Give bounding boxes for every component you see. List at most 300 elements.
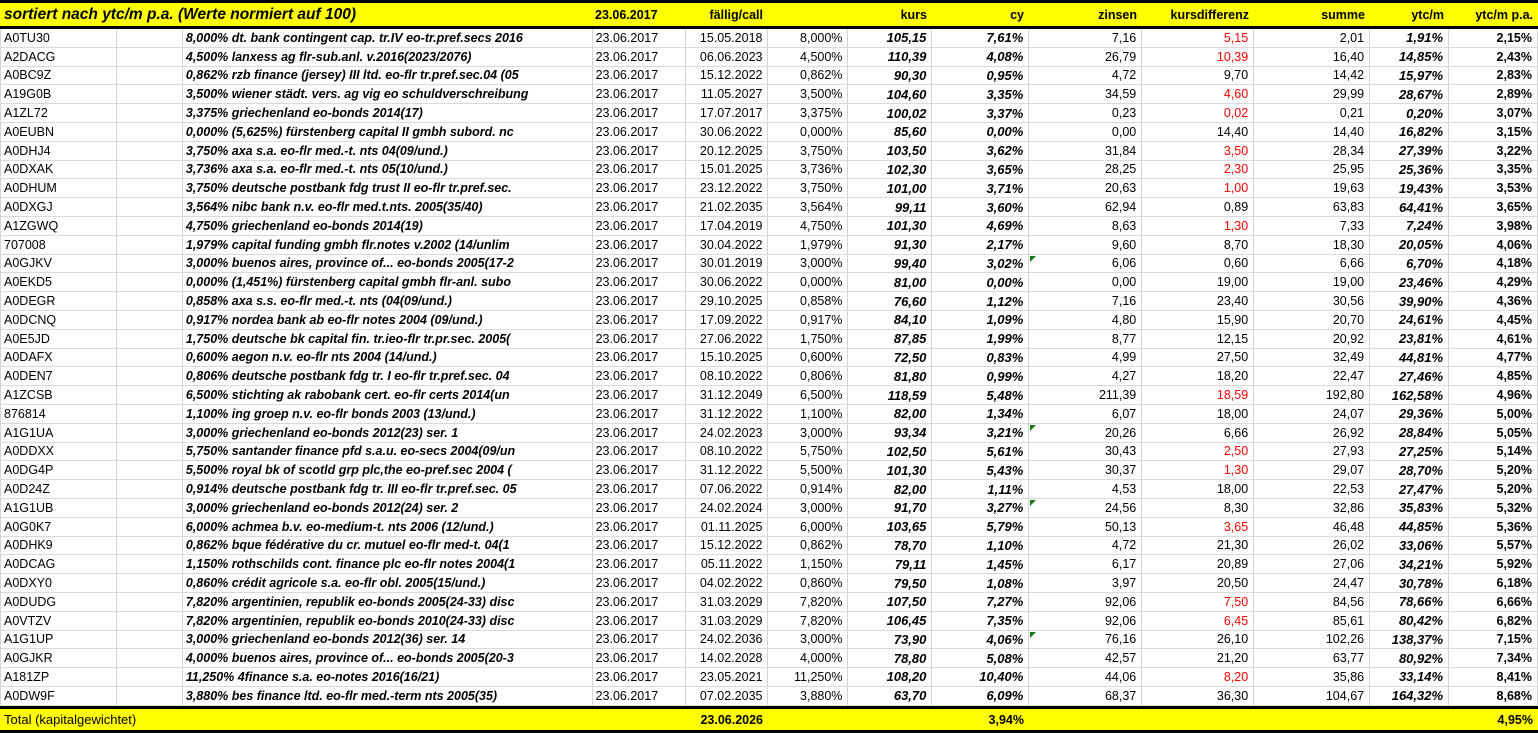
total-ytcm-pa[interactable]: 4,95% bbox=[1497, 712, 1533, 727]
cell-date[interactable]: 23.06.2017 bbox=[593, 687, 686, 705]
cell-zinsen[interactable]: 68,37 bbox=[1029, 687, 1142, 705]
cell-kursdifferenz[interactable]: 7,50 bbox=[1142, 593, 1254, 611]
cell-kurs[interactable]: 78,80 bbox=[848, 649, 932, 667]
cell-zinsen[interactable]: 30,37 bbox=[1029, 461, 1142, 479]
cell-blank[interactable] bbox=[117, 198, 183, 216]
cell-faellig-call[interactable]: 24.02.2036 bbox=[686, 631, 769, 649]
cell-kursdifferenz[interactable]: 21,20 bbox=[1142, 649, 1254, 667]
cell-blank[interactable] bbox=[117, 330, 183, 348]
cell-date[interactable]: 23.06.2017 bbox=[593, 236, 686, 254]
cell-kursdifferenz[interactable]: 3,50 bbox=[1142, 142, 1254, 160]
cell-kursdifferenz[interactable]: 15,90 bbox=[1142, 311, 1254, 329]
cell-ytcm[interactable]: 34,21% bbox=[1370, 555, 1449, 573]
cell-kurs[interactable]: 101,30 bbox=[848, 217, 932, 235]
cell-blank[interactable] bbox=[117, 179, 183, 197]
cell-blank[interactable] bbox=[117, 161, 183, 179]
cell-faellig-call[interactable]: 15.12.2022 bbox=[686, 67, 769, 85]
cell-kursdifferenz[interactable]: 8,30 bbox=[1142, 499, 1254, 517]
cell-kurs[interactable]: 102,50 bbox=[848, 443, 932, 461]
cell-ytcm[interactable]: 27,47% bbox=[1370, 480, 1449, 498]
cell-cy[interactable]: 6,09% bbox=[932, 687, 1029, 705]
total-faellig-date[interactable]: 23.06.2026 bbox=[700, 712, 763, 727]
cell-coupon[interactable]: 0,600% bbox=[768, 349, 848, 367]
cell-wkn[interactable]: A0DXAK bbox=[1, 161, 117, 179]
cell-ytcm-pa[interactable]: 4,61% bbox=[1449, 330, 1538, 348]
cell-kurs[interactable]: 82,00 bbox=[848, 480, 932, 498]
cell-summe[interactable]: 6,66 bbox=[1254, 255, 1370, 273]
cell-coupon[interactable]: 5,500% bbox=[768, 461, 848, 479]
cell-coupon[interactable]: 4,750% bbox=[768, 217, 848, 235]
cell-wkn[interactable]: A0DEGR bbox=[1, 292, 117, 310]
cell-description[interactable]: 6,000% achmea b.v. eo-medium-t. nts 2006 (12/und.) bbox=[183, 518, 593, 536]
column-header-zinsen[interactable]: zinsen bbox=[1098, 7, 1137, 22]
cell-summe[interactable]: 22,53 bbox=[1254, 480, 1370, 498]
cell-blank[interactable] bbox=[117, 67, 183, 85]
cell-ytcm-pa[interactable]: 7,34% bbox=[1449, 649, 1538, 667]
cell-ytcm-pa[interactable]: 2,89% bbox=[1449, 85, 1538, 103]
cell-blank[interactable] bbox=[117, 668, 183, 686]
cell-date[interactable]: 23.06.2017 bbox=[593, 161, 686, 179]
cell-ytcm-pa[interactable]: 2,43% bbox=[1449, 48, 1538, 66]
cell-wkn[interactable]: A0DAFX bbox=[1, 349, 117, 367]
cell-kurs[interactable]: 85,60 bbox=[848, 123, 932, 141]
cell-date[interactable]: 23.06.2017 bbox=[593, 255, 686, 273]
cell-summe[interactable]: 29,99 bbox=[1254, 85, 1370, 103]
cell-ytcm-pa[interactable]: 4,96% bbox=[1449, 386, 1538, 404]
cell-faellig-call[interactable]: 07.02.2035 bbox=[686, 687, 769, 705]
cell-kursdifferenz[interactable]: 20,50 bbox=[1142, 574, 1254, 592]
cell-coupon[interactable]: 3,000% bbox=[768, 631, 848, 649]
cell-cy[interactable]: 3,37% bbox=[932, 104, 1029, 122]
cell-zinsen[interactable]: 3,97 bbox=[1029, 574, 1142, 592]
cell-kurs[interactable]: 104,60 bbox=[848, 85, 932, 103]
cell-summe[interactable]: 63,77 bbox=[1254, 649, 1370, 667]
cell-ytcm-pa[interactable]: 3,98% bbox=[1449, 217, 1538, 235]
cell-summe[interactable]: 28,34 bbox=[1254, 142, 1370, 160]
cell-blank[interactable] bbox=[117, 255, 183, 273]
cell-ytcm-pa[interactable]: 5,92% bbox=[1449, 555, 1538, 573]
cell-ytcm[interactable]: 14,85% bbox=[1370, 48, 1449, 66]
cell-date[interactable]: 23.06.2017 bbox=[593, 179, 686, 197]
cell-ytcm[interactable]: 15,97% bbox=[1370, 67, 1449, 85]
cell-kurs[interactable]: 72,50 bbox=[848, 349, 932, 367]
cell-kurs[interactable]: 84,10 bbox=[848, 311, 932, 329]
cell-zinsen[interactable]: 6,17 bbox=[1029, 555, 1142, 573]
cell-ytcm-pa[interactable]: 4,18% bbox=[1449, 255, 1538, 273]
cell-cy[interactable]: 1,08% bbox=[932, 574, 1029, 592]
cell-ytcm-pa[interactable]: 7,15% bbox=[1449, 631, 1538, 649]
cell-cy[interactable]: 1,34% bbox=[932, 405, 1029, 423]
cell-blank[interactable] bbox=[117, 386, 183, 404]
cell-cy[interactable]: 1,10% bbox=[932, 537, 1029, 555]
cell-summe[interactable]: 19,63 bbox=[1254, 179, 1370, 197]
cell-description[interactable]: 3,750% deutsche postbank fdg trust II eo-flr tr.pref.sec. bbox=[183, 179, 593, 197]
cell-faellig-call[interactable]: 31.03.2029 bbox=[686, 593, 769, 611]
cell-description[interactable]: 0,000% (1,451%) fürstenberg capital gmbh flr-anl. subo bbox=[183, 273, 593, 291]
cell-wkn[interactable]: A1ZL72 bbox=[1, 104, 117, 122]
cell-zinsen[interactable]: 4,99 bbox=[1029, 349, 1142, 367]
cell-description[interactable]: 1,100% ing groep n.v. eo-flr bonds 2003 (13/und.) bbox=[183, 405, 593, 423]
cell-zinsen[interactable]: 31,84 bbox=[1029, 142, 1142, 160]
cell-faellig-call[interactable]: 31.03.2029 bbox=[686, 612, 769, 630]
cell-kurs[interactable]: 100,02 bbox=[848, 104, 932, 122]
cell-cy[interactable]: 2,17% bbox=[932, 236, 1029, 254]
column-header-kursdifferenz[interactable]: kursdifferenz bbox=[1170, 7, 1249, 22]
cell-faellig-call[interactable]: 15.12.2022 bbox=[686, 537, 769, 555]
cell-ytcm[interactable]: 25,36% bbox=[1370, 161, 1449, 179]
cell-zinsen[interactable]: 50,13 bbox=[1029, 518, 1142, 536]
cell-wkn[interactable]: A0EKD5 bbox=[1, 273, 117, 291]
cell-description[interactable]: 0,806% deutsche postbank fdg tr. I eo-flr tr.pref.sec. 04 bbox=[183, 367, 593, 385]
cell-coupon[interactable]: 5,750% bbox=[768, 443, 848, 461]
cell-faellig-call[interactable]: 30.06.2022 bbox=[686, 123, 769, 141]
cell-ytcm-pa[interactable]: 4,77% bbox=[1449, 349, 1538, 367]
cell-coupon[interactable]: 0,000% bbox=[768, 273, 848, 291]
cell-cy[interactable]: 1,45% bbox=[932, 555, 1029, 573]
cell-date[interactable]: 23.06.2017 bbox=[593, 443, 686, 461]
cell-coupon[interactable]: 4,500% bbox=[768, 48, 848, 66]
cell-wkn[interactable]: A0DG4P bbox=[1, 461, 117, 479]
cell-summe[interactable]: 19,00 bbox=[1254, 273, 1370, 291]
cell-wkn[interactable]: A0G0K7 bbox=[1, 518, 117, 536]
cell-ytcm-pa[interactable]: 5,20% bbox=[1449, 480, 1538, 498]
cell-kursdifferenz[interactable]: 18,59 bbox=[1142, 386, 1254, 404]
cell-description[interactable]: 5,750% santander finance pfd s.a.u. eo-secs 2004(09/un bbox=[183, 443, 593, 461]
cell-coupon[interactable]: 0,000% bbox=[768, 123, 848, 141]
cell-cy[interactable]: 1,99% bbox=[932, 330, 1029, 348]
cell-wkn[interactable]: A181ZP bbox=[1, 668, 117, 686]
cell-zinsen[interactable]: 7,16 bbox=[1029, 29, 1142, 47]
cell-coupon[interactable]: 1,750% bbox=[768, 330, 848, 348]
cell-date[interactable]: 23.06.2017 bbox=[593, 367, 686, 385]
cell-faellig-call[interactable]: 23.12.2022 bbox=[686, 179, 769, 197]
cell-blank[interactable] bbox=[117, 142, 183, 160]
cell-ytcm-pa[interactable]: 3,22% bbox=[1449, 142, 1538, 160]
cell-zinsen[interactable]: 4,27 bbox=[1029, 367, 1142, 385]
cell-kursdifferenz[interactable]: 1,30 bbox=[1142, 461, 1254, 479]
cell-date[interactable]: 23.06.2017 bbox=[593, 499, 686, 517]
cell-cy[interactable]: 0,00% bbox=[932, 123, 1029, 141]
cell-kurs[interactable]: 76,60 bbox=[848, 292, 932, 310]
cell-description[interactable]: 7,820% argentinien, republik eo-bonds 2010(24-33) disc bbox=[183, 612, 593, 630]
cell-ytcm-pa[interactable]: 5,05% bbox=[1449, 424, 1538, 442]
cell-date[interactable]: 23.06.2017 bbox=[593, 405, 686, 423]
cell-wkn[interactable]: A0EUBN bbox=[1, 123, 117, 141]
cell-description[interactable]: 0,862% rzb finance (jersey) III ltd. eo-flr tr.pref.sec.04 (05 bbox=[183, 67, 593, 85]
cell-ytcm[interactable]: 28,67% bbox=[1370, 85, 1449, 103]
column-header-cy[interactable]: cy bbox=[1010, 7, 1024, 22]
cell-kursdifferenz[interactable]: 18,20 bbox=[1142, 367, 1254, 385]
cell-zinsen[interactable]: 20,63 bbox=[1029, 179, 1142, 197]
cell-faellig-call[interactable]: 23.05.2021 bbox=[686, 668, 769, 686]
cell-faellig-call[interactable]: 08.10.2022 bbox=[686, 443, 769, 461]
cell-coupon[interactable]: 0,862% bbox=[768, 537, 848, 555]
cell-cy[interactable]: 3,35% bbox=[932, 85, 1029, 103]
cell-zinsen[interactable]: 92,06 bbox=[1029, 612, 1142, 630]
cell-date[interactable]: 23.06.2017 bbox=[593, 311, 686, 329]
cell-date[interactable]: 23.06.2017 bbox=[593, 104, 686, 122]
cell-coupon[interactable]: 1,979% bbox=[768, 236, 848, 254]
cell-description[interactable]: 11,250% 4finance s.a. eo-notes 2016(16/21) bbox=[183, 668, 593, 686]
cell-zinsen[interactable]: 34,59 bbox=[1029, 85, 1142, 103]
cell-summe[interactable]: 46,48 bbox=[1254, 518, 1370, 536]
cell-coupon[interactable]: 8,000% bbox=[768, 29, 848, 47]
cell-kurs[interactable]: 79,11 bbox=[848, 555, 932, 573]
cell-blank[interactable] bbox=[117, 499, 183, 517]
cell-kursdifferenz[interactable]: 9,70 bbox=[1142, 67, 1254, 85]
cell-date[interactable]: 23.06.2017 bbox=[593, 273, 686, 291]
cell-wkn[interactable]: A0DHK9 bbox=[1, 537, 117, 555]
cell-ytcm[interactable]: 44,81% bbox=[1370, 349, 1449, 367]
cell-blank[interactable] bbox=[117, 424, 183, 442]
cell-description[interactable]: 3,375% griechenland eo-bonds 2014(17) bbox=[183, 104, 593, 122]
cell-blank[interactable] bbox=[117, 555, 183, 573]
cell-cy[interactable]: 5,08% bbox=[932, 649, 1029, 667]
cell-blank[interactable] bbox=[117, 480, 183, 498]
cell-description[interactable]: 3,000% griechenland eo-bonds 2012(36) ser. 14 bbox=[183, 631, 593, 649]
cell-faellig-call[interactable]: 30.01.2019 bbox=[686, 255, 769, 273]
cell-kurs[interactable]: 87,85 bbox=[848, 330, 932, 348]
cell-description[interactable]: 0,917% nordea bank ab eo-flr notes 2004 (09/und.) bbox=[183, 311, 593, 329]
cell-ytcm-pa[interactable]: 2,83% bbox=[1449, 67, 1538, 85]
column-header-coupon[interactable] bbox=[768, 3, 848, 26]
cell-ytcm[interactable]: 28,84% bbox=[1370, 424, 1449, 442]
cell-ytcm[interactable]: 80,42% bbox=[1370, 612, 1449, 630]
cell-summe[interactable]: 85,61 bbox=[1254, 612, 1370, 630]
cell-cy[interactable]: 3,71% bbox=[932, 179, 1029, 197]
cell-ytcm[interactable]: 80,92% bbox=[1370, 649, 1449, 667]
cell-summe[interactable]: 14,42 bbox=[1254, 67, 1370, 85]
cell-description[interactable]: 0,600% aegon n.v. eo-flr nts 2004 (14/und.) bbox=[183, 349, 593, 367]
cell-wkn[interactable]: A0GJKV bbox=[1, 255, 117, 273]
cell-faellig-call[interactable]: 15.05.2018 bbox=[686, 29, 769, 47]
cell-summe[interactable]: 20,70 bbox=[1254, 311, 1370, 329]
cell-ytcm-pa[interactable]: 2,15% bbox=[1449, 29, 1538, 47]
cell-wkn[interactable]: A2DACG bbox=[1, 48, 117, 66]
column-header-summe[interactable]: summe bbox=[1321, 7, 1365, 22]
cell-ytcm[interactable]: 27,25% bbox=[1370, 443, 1449, 461]
cell-kurs[interactable]: 118,59 bbox=[848, 386, 932, 404]
cell-description[interactable]: 4,000% buenos aires, province of... eo-bonds 2005(20-3 bbox=[183, 649, 593, 667]
cell-faellig-call[interactable]: 08.10.2022 bbox=[686, 367, 769, 385]
cell-summe[interactable]: 18,30 bbox=[1254, 236, 1370, 254]
cell-blank[interactable] bbox=[117, 29, 183, 47]
cell-description[interactable]: 1,150% rothschilds cont. finance plc eo-flr notes 2004(1 bbox=[183, 555, 593, 573]
cell-date[interactable]: 23.06.2017 bbox=[593, 292, 686, 310]
cell-blank[interactable] bbox=[117, 574, 183, 592]
cell-ytcm-pa[interactable]: 5,14% bbox=[1449, 443, 1538, 461]
cell-ytcm-pa[interactable]: 3,15% bbox=[1449, 123, 1538, 141]
cell-kursdifferenz[interactable]: 8,20 bbox=[1142, 668, 1254, 686]
cell-date[interactable]: 23.06.2017 bbox=[593, 574, 686, 592]
cell-ytcm[interactable]: 44,85% bbox=[1370, 518, 1449, 536]
cell-zinsen[interactable]: 92,06 bbox=[1029, 593, 1142, 611]
cell-date[interactable]: 23.06.2017 bbox=[593, 142, 686, 160]
cell-ytcm[interactable]: 78,66% bbox=[1370, 593, 1449, 611]
cell-kurs[interactable]: 107,50 bbox=[848, 593, 932, 611]
cell-cy[interactable]: 3,62% bbox=[932, 142, 1029, 160]
cell-blank[interactable] bbox=[117, 612, 183, 630]
cell-wkn[interactable]: A19G0B bbox=[1, 85, 117, 103]
cell-kursdifferenz[interactable]: 26,10 bbox=[1142, 631, 1254, 649]
cell-blank[interactable] bbox=[117, 443, 183, 461]
cell-blank[interactable] bbox=[117, 123, 183, 141]
cell-cy[interactable]: 1,09% bbox=[932, 311, 1029, 329]
cell-ytcm[interactable]: 33,06% bbox=[1370, 537, 1449, 555]
cell-zinsen[interactable]: 24,56 bbox=[1029, 499, 1142, 517]
cell-faellig-call[interactable]: 06.06.2023 bbox=[686, 48, 769, 66]
cell-ytcm[interactable]: 164,32% bbox=[1370, 687, 1449, 705]
cell-faellig-call[interactable]: 14.02.2028 bbox=[686, 649, 769, 667]
cell-zinsen[interactable]: 28,25 bbox=[1029, 161, 1142, 179]
cell-coupon[interactable]: 3,750% bbox=[768, 142, 848, 160]
cell-wkn[interactable]: 707008 bbox=[1, 236, 117, 254]
cell-kurs[interactable]: 101,00 bbox=[848, 179, 932, 197]
cell-faellig-call[interactable]: 30.06.2022 bbox=[686, 273, 769, 291]
cell-description[interactable]: 3,750% axa s.a. eo-flr med.-t. nts 04(09/und.) bbox=[183, 142, 593, 160]
cell-zinsen[interactable]: 76,16 bbox=[1029, 631, 1142, 649]
cell-blank[interactable] bbox=[117, 217, 183, 235]
cell-summe[interactable]: 25,95 bbox=[1254, 161, 1370, 179]
cell-kurs[interactable]: 99,11 bbox=[848, 198, 932, 216]
cell-description[interactable]: 4,750% griechenland eo-bonds 2014(19) bbox=[183, 217, 593, 235]
cell-blank[interactable] bbox=[117, 631, 183, 649]
cell-description[interactable]: 3,000% buenos aires, province of... eo-bonds 2005(17-2 bbox=[183, 255, 593, 273]
cell-zinsen[interactable]: 6,06 bbox=[1029, 255, 1142, 273]
cell-cy[interactable]: 10,40% bbox=[932, 668, 1029, 686]
cell-date[interactable]: 23.06.2017 bbox=[593, 631, 686, 649]
cell-faellig-call[interactable]: 31.12.2049 bbox=[686, 386, 769, 404]
cell-zinsen[interactable]: 42,57 bbox=[1029, 649, 1142, 667]
cell-faellig-call[interactable]: 07.06.2022 bbox=[686, 480, 769, 498]
cell-kurs[interactable]: 103,65 bbox=[848, 518, 932, 536]
cell-cy[interactable]: 5,43% bbox=[932, 461, 1029, 479]
cell-summe[interactable]: 35,86 bbox=[1254, 668, 1370, 686]
cell-coupon[interactable]: 0,860% bbox=[768, 574, 848, 592]
cell-description[interactable]: 7,820% argentinien, republik eo-bonds 2005(24-33) disc bbox=[183, 593, 593, 611]
cell-blank[interactable] bbox=[117, 687, 183, 705]
cell-wkn[interactable]: A0VTZV bbox=[1, 612, 117, 630]
cell-faellig-call[interactable]: 31.12.2022 bbox=[686, 405, 769, 423]
cell-coupon[interactable]: 0,858% bbox=[768, 292, 848, 310]
cell-faellig-call[interactable]: 04.02.2022 bbox=[686, 574, 769, 592]
cell-summe[interactable]: 2,01 bbox=[1254, 29, 1370, 47]
cell-kursdifferenz[interactable]: 5,15 bbox=[1142, 29, 1254, 47]
cell-kursdifferenz[interactable]: 8,70 bbox=[1142, 236, 1254, 254]
cell-cy[interactable]: 7,27% bbox=[932, 593, 1029, 611]
cell-summe[interactable]: 84,56 bbox=[1254, 593, 1370, 611]
cell-coupon[interactable]: 0,806% bbox=[768, 367, 848, 385]
cell-coupon[interactable]: 3,736% bbox=[768, 161, 848, 179]
cell-ytcm[interactable]: 19,43% bbox=[1370, 179, 1449, 197]
cell-blank[interactable] bbox=[117, 85, 183, 103]
cell-faellig-call[interactable]: 15.10.2025 bbox=[686, 349, 769, 367]
cell-summe[interactable]: 22,47 bbox=[1254, 367, 1370, 385]
cell-kurs[interactable]: 103,50 bbox=[848, 142, 932, 160]
cell-ytcm-pa[interactable]: 5,32% bbox=[1449, 499, 1538, 517]
cell-faellig-call[interactable]: 24.02.2024 bbox=[686, 499, 769, 517]
cell-ytcm[interactable]: 162,58% bbox=[1370, 386, 1449, 404]
cell-ytcm-pa[interactable]: 6,66% bbox=[1449, 593, 1538, 611]
cell-coupon[interactable]: 3,000% bbox=[768, 255, 848, 273]
cell-kurs[interactable]: 63,70 bbox=[848, 687, 932, 705]
cell-wkn[interactable]: A1G1UA bbox=[1, 424, 117, 442]
cell-faellig-call[interactable]: 24.02.2023 bbox=[686, 424, 769, 442]
cell-coupon[interactable]: 4,000% bbox=[768, 649, 848, 667]
cell-ytcm-pa[interactable]: 4,29% bbox=[1449, 273, 1538, 291]
cell-kursdifferenz[interactable]: 1,30 bbox=[1142, 217, 1254, 235]
cell-summe[interactable]: 192,80 bbox=[1254, 386, 1370, 404]
cell-kurs[interactable]: 106,45 bbox=[848, 612, 932, 630]
cell-coupon[interactable]: 1,150% bbox=[768, 555, 848, 573]
cell-date[interactable]: 23.06.2017 bbox=[593, 349, 686, 367]
cell-kursdifferenz[interactable]: 20,89 bbox=[1142, 555, 1254, 573]
cell-faellig-call[interactable]: 27.06.2022 bbox=[686, 330, 769, 348]
cell-kurs[interactable]: 91,70 bbox=[848, 499, 932, 517]
cell-faellig-call[interactable]: 29.10.2025 bbox=[686, 292, 769, 310]
cell-coupon[interactable]: 3,500% bbox=[768, 85, 848, 103]
cell-summe[interactable]: 14,40 bbox=[1254, 123, 1370, 141]
cell-date[interactable]: 23.06.2017 bbox=[593, 85, 686, 103]
cell-description[interactable]: 3,880% bes finance ltd. eo-flr med.-term nts 2005(35) bbox=[183, 687, 593, 705]
cell-cy[interactable]: 4,69% bbox=[932, 217, 1029, 235]
cell-ytcm[interactable]: 27,46% bbox=[1370, 367, 1449, 385]
cell-ytcm[interactable]: 6,70% bbox=[1370, 255, 1449, 273]
cell-kursdifferenz[interactable]: 12,15 bbox=[1142, 330, 1254, 348]
cell-zinsen[interactable]: 30,43 bbox=[1029, 443, 1142, 461]
cell-summe[interactable]: 24,47 bbox=[1254, 574, 1370, 592]
cell-cy[interactable]: 0,99% bbox=[932, 367, 1029, 385]
cell-date[interactable]: 23.06.2017 bbox=[593, 198, 686, 216]
cell-blank[interactable] bbox=[117, 593, 183, 611]
cell-kurs[interactable]: 101,30 bbox=[848, 461, 932, 479]
cell-faellig-call[interactable]: 30.04.2022 bbox=[686, 236, 769, 254]
cell-wkn[interactable]: A0DEN7 bbox=[1, 367, 117, 385]
cell-ytcm-pa[interactable]: 4,45% bbox=[1449, 311, 1538, 329]
cell-faellig-call[interactable]: 17.09.2022 bbox=[686, 311, 769, 329]
cell-blank[interactable] bbox=[117, 518, 183, 536]
cell-kursdifferenz[interactable]: 3,65 bbox=[1142, 518, 1254, 536]
cell-kursdifferenz[interactable]: 0,60 bbox=[1142, 255, 1254, 273]
cell-kursdifferenz[interactable]: 21,30 bbox=[1142, 537, 1254, 555]
cell-date[interactable]: 23.06.2017 bbox=[593, 668, 686, 686]
cell-kursdifferenz[interactable]: 36,30 bbox=[1142, 687, 1254, 705]
cell-ytcm[interactable]: 23,46% bbox=[1370, 273, 1449, 291]
cell-summe[interactable]: 29,07 bbox=[1254, 461, 1370, 479]
cell-ytcm-pa[interactable]: 3,65% bbox=[1449, 198, 1538, 216]
cell-kursdifferenz[interactable]: 2,50 bbox=[1142, 443, 1254, 461]
cell-zinsen[interactable]: 0,23 bbox=[1029, 104, 1142, 122]
cell-description[interactable]: 0,858% axa s.s. eo-flr med.-t. nts (04(09/und.) bbox=[183, 292, 593, 310]
cell-date[interactable]: 23.06.2017 bbox=[593, 330, 686, 348]
cell-ytcm-pa[interactable]: 4,85% bbox=[1449, 367, 1538, 385]
cell-cy[interactable]: 0,00% bbox=[932, 273, 1029, 291]
cell-wkn[interactable]: A0DW9F bbox=[1, 687, 117, 705]
cell-summe[interactable]: 27,93 bbox=[1254, 443, 1370, 461]
cell-date[interactable]: 23.06.2017 bbox=[593, 386, 686, 404]
cell-kurs[interactable]: 81,80 bbox=[848, 367, 932, 385]
cell-ytcm[interactable]: 20,05% bbox=[1370, 236, 1449, 254]
cell-faellig-call[interactable]: 20.12.2025 bbox=[686, 142, 769, 160]
cell-wkn[interactable]: A1G1UP bbox=[1, 631, 117, 649]
cell-kursdifferenz[interactable]: 23,40 bbox=[1142, 292, 1254, 310]
column-header-ytcm-pa[interactable]: ytc/m p.a. bbox=[1475, 7, 1533, 22]
cell-coupon[interactable]: 7,820% bbox=[768, 612, 848, 630]
cell-kurs[interactable]: 78,70 bbox=[848, 537, 932, 555]
cell-ytcm[interactable]: 0,20% bbox=[1370, 104, 1449, 122]
cell-cy[interactable]: 7,35% bbox=[932, 612, 1029, 630]
cell-cy[interactable]: 5,48% bbox=[932, 386, 1029, 404]
